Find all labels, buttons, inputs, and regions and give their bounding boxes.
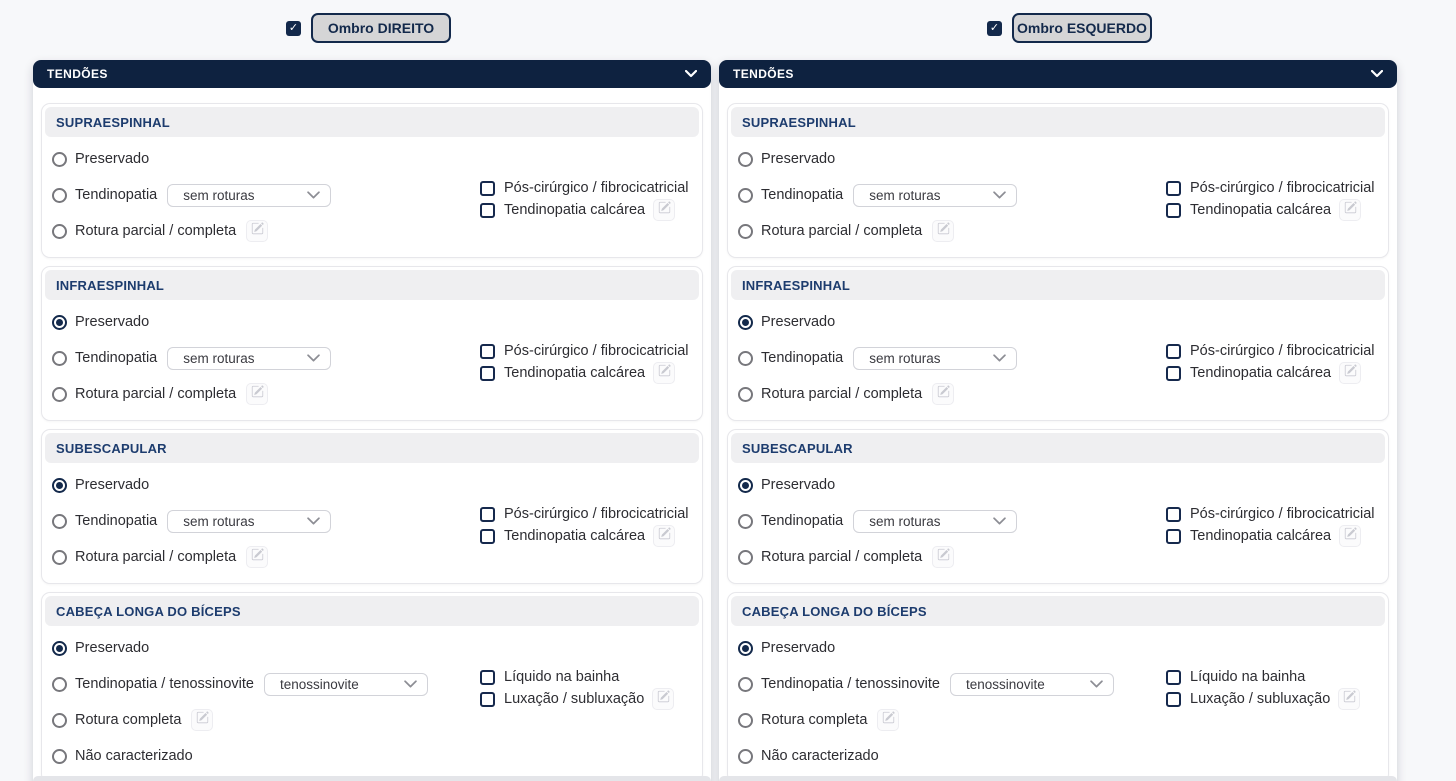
radio-label: Tendinopatia / tenossinovite bbox=[75, 676, 254, 692]
chevron-down-icon bbox=[307, 514, 320, 529]
tendon-section-card bbox=[41, 592, 703, 781]
section-title: SUPRAESPINHAL bbox=[742, 114, 856, 130]
edit-button[interactable] bbox=[246, 220, 268, 242]
radio-option-row bbox=[738, 738, 1378, 774]
select-value: sem roturas bbox=[183, 350, 255, 366]
tendon-section-card bbox=[727, 266, 1389, 421]
edit-icon bbox=[1344, 201, 1357, 219]
section-title: SUPRAESPINHAL bbox=[56, 114, 170, 130]
checkbox[interactable] bbox=[480, 366, 495, 381]
tendon-section-card bbox=[727, 103, 1389, 258]
left-shoulder-toggle-group bbox=[987, 13, 1152, 43]
checkbox-option-row bbox=[1166, 503, 1375, 525]
edit-button[interactable] bbox=[932, 220, 954, 242]
radio-button[interactable] bbox=[738, 514, 753, 529]
right-shoulder-button[interactable]: Ombro DIREITO bbox=[311, 13, 451, 43]
radio-option-row bbox=[738, 467, 1378, 503]
checkbox-label: Pós-cirúrgico / fibrocicatricial bbox=[1190, 506, 1375, 522]
radio-option-row bbox=[52, 630, 692, 666]
edit-icon bbox=[658, 364, 671, 382]
radio-label: Preservado bbox=[75, 477, 150, 493]
radio-button[interactable] bbox=[52, 351, 67, 366]
tendon-section-card bbox=[41, 429, 703, 584]
radio-button[interactable] bbox=[52, 188, 67, 203]
radio-button[interactable] bbox=[738, 188, 753, 203]
select-value: sem roturas bbox=[869, 187, 941, 203]
checkbox[interactable] bbox=[480, 692, 495, 707]
chevron-down-icon bbox=[307, 188, 320, 203]
radio-label: Preservado bbox=[761, 314, 836, 330]
select-value: sem roturas bbox=[869, 350, 941, 366]
checkbox-label: Tendinopatia calcárea bbox=[1190, 528, 1332, 544]
checkbox-option-row bbox=[1166, 199, 1375, 221]
radio-label: Preservado bbox=[75, 151, 150, 167]
right-shoulder-checkbox[interactable] bbox=[286, 21, 301, 36]
radio-button[interactable] bbox=[52, 514, 67, 529]
chevron-down-icon bbox=[993, 351, 1006, 366]
select-dropdown[interactable] bbox=[950, 673, 1114, 696]
tendon-section-card bbox=[727, 429, 1389, 584]
radio-button[interactable] bbox=[52, 224, 67, 239]
radio-button[interactable] bbox=[738, 641, 753, 656]
checkbox-label: Tendinopatia calcárea bbox=[504, 202, 646, 218]
radio-option-row bbox=[52, 304, 692, 340]
radio-label: Não caracterizado bbox=[75, 748, 193, 764]
edit-button[interactable] bbox=[1339, 362, 1361, 384]
edit-icon bbox=[658, 527, 671, 545]
section-title: SUBESCAPULAR bbox=[742, 440, 853, 456]
select-value: tenossinovite bbox=[279, 676, 359, 692]
radio-button[interactable] bbox=[52, 550, 67, 565]
radio-label: Rotura parcial / completa bbox=[761, 223, 923, 239]
radio-button[interactable] bbox=[52, 478, 67, 493]
edit-icon bbox=[937, 548, 950, 566]
right-shoulder-toggle-group bbox=[286, 13, 451, 43]
radio-button[interactable] bbox=[738, 478, 753, 493]
edit-button[interactable] bbox=[1339, 525, 1361, 547]
radio-option-row bbox=[52, 467, 692, 503]
section-title: INFRAESPINHAL bbox=[56, 277, 165, 293]
edit-button[interactable] bbox=[653, 199, 675, 221]
section-title: CABEÇA LONGA DO BÍCEPS bbox=[742, 603, 927, 619]
edit-button[interactable] bbox=[932, 383, 954, 405]
section-checkboxes bbox=[1166, 666, 1360, 710]
radio-label: Preservado bbox=[761, 477, 836, 493]
chevron-down-icon bbox=[1090, 677, 1103, 692]
checkbox-label: Pós-cirúrgico / fibrocicatricial bbox=[1190, 180, 1375, 196]
checkmark-icon: ✓ bbox=[989, 21, 1000, 34]
checkbox-label: Líquido na bainha bbox=[504, 669, 620, 685]
checkbox-label: Luxação / subluxação bbox=[1190, 691, 1331, 707]
radio-option-row bbox=[52, 141, 692, 177]
edit-button[interactable] bbox=[932, 546, 954, 568]
checkmark-icon: ✓ bbox=[288, 21, 299, 34]
section-header bbox=[45, 107, 699, 137]
chevron-down-icon bbox=[404, 677, 417, 692]
radio-option-row bbox=[738, 141, 1378, 177]
edit-icon bbox=[1344, 527, 1357, 545]
select-dropdown[interactable] bbox=[853, 347, 1017, 370]
radio-button[interactable] bbox=[738, 713, 753, 728]
checkbox-option-row bbox=[480, 199, 689, 221]
section-header bbox=[731, 596, 1385, 626]
tendon-section-card bbox=[41, 103, 703, 258]
checkbox-option-row bbox=[480, 177, 689, 199]
checkbox[interactable] bbox=[480, 203, 495, 218]
edit-button[interactable] bbox=[1339, 199, 1361, 221]
radio-label: Tendinopatia bbox=[75, 513, 158, 529]
checkbox[interactable] bbox=[480, 344, 495, 359]
checkbox-option-row bbox=[480, 666, 674, 688]
edit-icon bbox=[1343, 690, 1356, 708]
tendon-section-card bbox=[727, 592, 1389, 781]
checkbox[interactable] bbox=[1166, 181, 1181, 196]
radio-label: Preservado bbox=[75, 314, 150, 330]
checkbox[interactable] bbox=[480, 529, 495, 544]
chevron-down-icon bbox=[993, 188, 1006, 203]
section-header bbox=[45, 270, 699, 300]
checkbox-option-row bbox=[1166, 177, 1375, 199]
checkbox-label: Pós-cirúrgico / fibrocicatricial bbox=[504, 343, 689, 359]
edit-icon bbox=[251, 222, 264, 240]
edit-icon bbox=[658, 201, 671, 219]
radio-button[interactable] bbox=[52, 713, 67, 728]
chevron-down-icon[interactable] bbox=[1371, 65, 1383, 83]
edit-icon bbox=[196, 711, 209, 729]
edit-button[interactable] bbox=[653, 525, 675, 547]
edit-button[interactable] bbox=[653, 362, 675, 384]
select-dropdown[interactable] bbox=[264, 673, 428, 696]
radio-label: Preservado bbox=[761, 640, 836, 656]
checkbox-label: Pós-cirúrgico / fibrocicatricial bbox=[504, 180, 689, 196]
panel-body bbox=[33, 88, 711, 781]
radio-button[interactable] bbox=[52, 387, 67, 402]
radio-button[interactable] bbox=[738, 351, 753, 366]
section-title: INFRAESPINHAL bbox=[742, 277, 851, 293]
section-checkboxes bbox=[1166, 503, 1375, 547]
checkbox[interactable] bbox=[1166, 366, 1181, 381]
section-checkboxes bbox=[480, 503, 689, 547]
edit-button[interactable] bbox=[877, 709, 899, 731]
radio-button[interactable] bbox=[52, 749, 67, 764]
radio-button[interactable] bbox=[52, 677, 67, 692]
select-value: tenossinovite bbox=[965, 676, 1045, 692]
collapsed-panel-top-edge bbox=[33, 776, 711, 781]
checkbox[interactable] bbox=[480, 507, 495, 522]
radio-label: Rotura completa bbox=[761, 712, 868, 728]
radio-label: Preservado bbox=[761, 151, 836, 167]
checkbox-option-row bbox=[1166, 525, 1375, 547]
section-checkboxes bbox=[480, 340, 689, 384]
checkbox-label: Líquido na bainha bbox=[1190, 669, 1306, 685]
checkbox-option-row bbox=[480, 362, 689, 384]
section-checkboxes bbox=[1166, 177, 1375, 221]
radio-option-row bbox=[738, 304, 1378, 340]
section-header bbox=[45, 433, 699, 463]
edit-icon bbox=[937, 385, 950, 403]
checkbox-label: Pós-cirúrgico / fibrocicatricial bbox=[504, 506, 689, 522]
section-checkboxes bbox=[1166, 340, 1375, 384]
checkbox[interactable] bbox=[1166, 507, 1181, 522]
radio-button[interactable] bbox=[738, 677, 753, 692]
checkbox[interactable] bbox=[480, 670, 495, 685]
radio-label: Tendinopatia bbox=[761, 187, 844, 203]
edit-button[interactable] bbox=[1338, 688, 1360, 710]
left-shoulder-button[interactable]: Ombro ESQUERDO bbox=[1012, 13, 1152, 43]
chevron-down-icon bbox=[307, 351, 320, 366]
checkbox[interactable] bbox=[1166, 692, 1181, 707]
edit-button[interactable] bbox=[652, 688, 674, 710]
radio-button[interactable] bbox=[738, 315, 753, 330]
radio-button[interactable] bbox=[738, 224, 753, 239]
radio-button[interactable] bbox=[738, 749, 753, 764]
radio-button[interactable] bbox=[738, 387, 753, 402]
checkbox-label: Pós-cirúrgico / fibrocicatricial bbox=[1190, 343, 1375, 359]
tendons-panel-ombro-esquerdo bbox=[719, 60, 1397, 781]
checkbox[interactable] bbox=[1166, 203, 1181, 218]
section-title: SUBESCAPULAR bbox=[56, 440, 167, 456]
radio-button[interactable] bbox=[738, 550, 753, 565]
edit-icon bbox=[657, 690, 670, 708]
panel-title: TENDÕES bbox=[733, 67, 794, 81]
edit-button[interactable] bbox=[191, 709, 213, 731]
checkbox[interactable] bbox=[1166, 529, 1181, 544]
radio-label: Rotura parcial / completa bbox=[75, 386, 237, 402]
panel-title: TENDÕES bbox=[47, 67, 108, 81]
select-value: sem roturas bbox=[183, 513, 255, 529]
section-title: CABEÇA LONGA DO BÍCEPS bbox=[56, 603, 241, 619]
checkbox-option-row bbox=[480, 503, 689, 525]
section-header bbox=[731, 270, 1385, 300]
checkbox[interactable] bbox=[1166, 344, 1181, 359]
checkbox-label: Tendinopatia calcárea bbox=[1190, 202, 1332, 218]
radio-button[interactable] bbox=[52, 315, 67, 330]
radio-label: Rotura parcial / completa bbox=[761, 549, 923, 565]
radio-label: Rotura parcial / completa bbox=[75, 549, 237, 565]
radio-label: Rotura parcial / completa bbox=[761, 386, 923, 402]
tendon-section-card bbox=[41, 266, 703, 421]
checkbox-option-row bbox=[480, 340, 689, 362]
select-value: sem roturas bbox=[869, 513, 941, 529]
edit-icon bbox=[1344, 364, 1357, 382]
radio-label: Rotura completa bbox=[75, 712, 182, 728]
section-checkboxes bbox=[480, 177, 689, 221]
select-value: sem roturas bbox=[183, 187, 255, 203]
section-header bbox=[731, 433, 1385, 463]
edit-icon bbox=[882, 711, 895, 729]
chevron-down-icon bbox=[993, 514, 1006, 529]
collapsed-panel-top-edge bbox=[719, 776, 1397, 781]
radio-label: Preservado bbox=[75, 640, 150, 656]
select-dropdown[interactable] bbox=[167, 510, 331, 533]
checkbox-label: Luxação / subluxação bbox=[504, 691, 645, 707]
checkbox-label: Tendinopatia calcárea bbox=[504, 528, 646, 544]
edit-button[interactable] bbox=[246, 546, 268, 568]
radio-option-row bbox=[52, 738, 692, 774]
radio-label: Tendinopatia bbox=[75, 350, 158, 366]
checkbox-option-row bbox=[1166, 688, 1360, 710]
checkbox-label: Tendinopatia calcárea bbox=[504, 365, 646, 381]
radio-label: Não caracterizado bbox=[761, 748, 879, 764]
radio-option-row bbox=[738, 630, 1378, 666]
select-dropdown[interactable] bbox=[853, 184, 1017, 207]
radio-label: Rotura parcial / completa bbox=[75, 223, 237, 239]
select-dropdown[interactable] bbox=[853, 510, 1017, 533]
radio-label: Tendinopatia / tenossinovite bbox=[761, 676, 940, 692]
chevron-down-icon[interactable] bbox=[685, 65, 697, 83]
checkbox-option-row bbox=[1166, 666, 1360, 688]
radio-label: Tendinopatia bbox=[761, 350, 844, 366]
checkbox[interactable] bbox=[1166, 670, 1181, 685]
select-dropdown[interactable] bbox=[167, 184, 331, 207]
edit-icon bbox=[937, 222, 950, 240]
radio-button[interactable] bbox=[52, 641, 67, 656]
select-dropdown[interactable] bbox=[167, 347, 331, 370]
tendons-panel-ombro-direito bbox=[33, 60, 711, 781]
radio-button[interactable] bbox=[738, 152, 753, 167]
left-shoulder-checkbox[interactable] bbox=[987, 21, 1002, 36]
checkbox[interactable] bbox=[480, 181, 495, 196]
radio-label: Tendinopatia bbox=[75, 187, 158, 203]
edit-icon bbox=[251, 548, 264, 566]
checkbox-option-row bbox=[480, 688, 674, 710]
checkbox-option-row bbox=[1166, 362, 1375, 384]
panel-body bbox=[719, 88, 1397, 781]
section-checkboxes bbox=[480, 666, 674, 710]
section-header bbox=[731, 107, 1385, 137]
section-header bbox=[45, 596, 699, 626]
checkbox-option-row bbox=[480, 525, 689, 547]
edit-icon bbox=[251, 385, 264, 403]
edit-button[interactable] bbox=[246, 383, 268, 405]
tendons-panel-header[interactable] bbox=[33, 60, 711, 88]
checkbox-label: Tendinopatia calcárea bbox=[1190, 365, 1332, 381]
tendons-panel-header[interactable] bbox=[719, 60, 1397, 88]
radio-label: Tendinopatia bbox=[761, 513, 844, 529]
radio-button[interactable] bbox=[52, 152, 67, 167]
checkbox-option-row bbox=[1166, 340, 1375, 362]
